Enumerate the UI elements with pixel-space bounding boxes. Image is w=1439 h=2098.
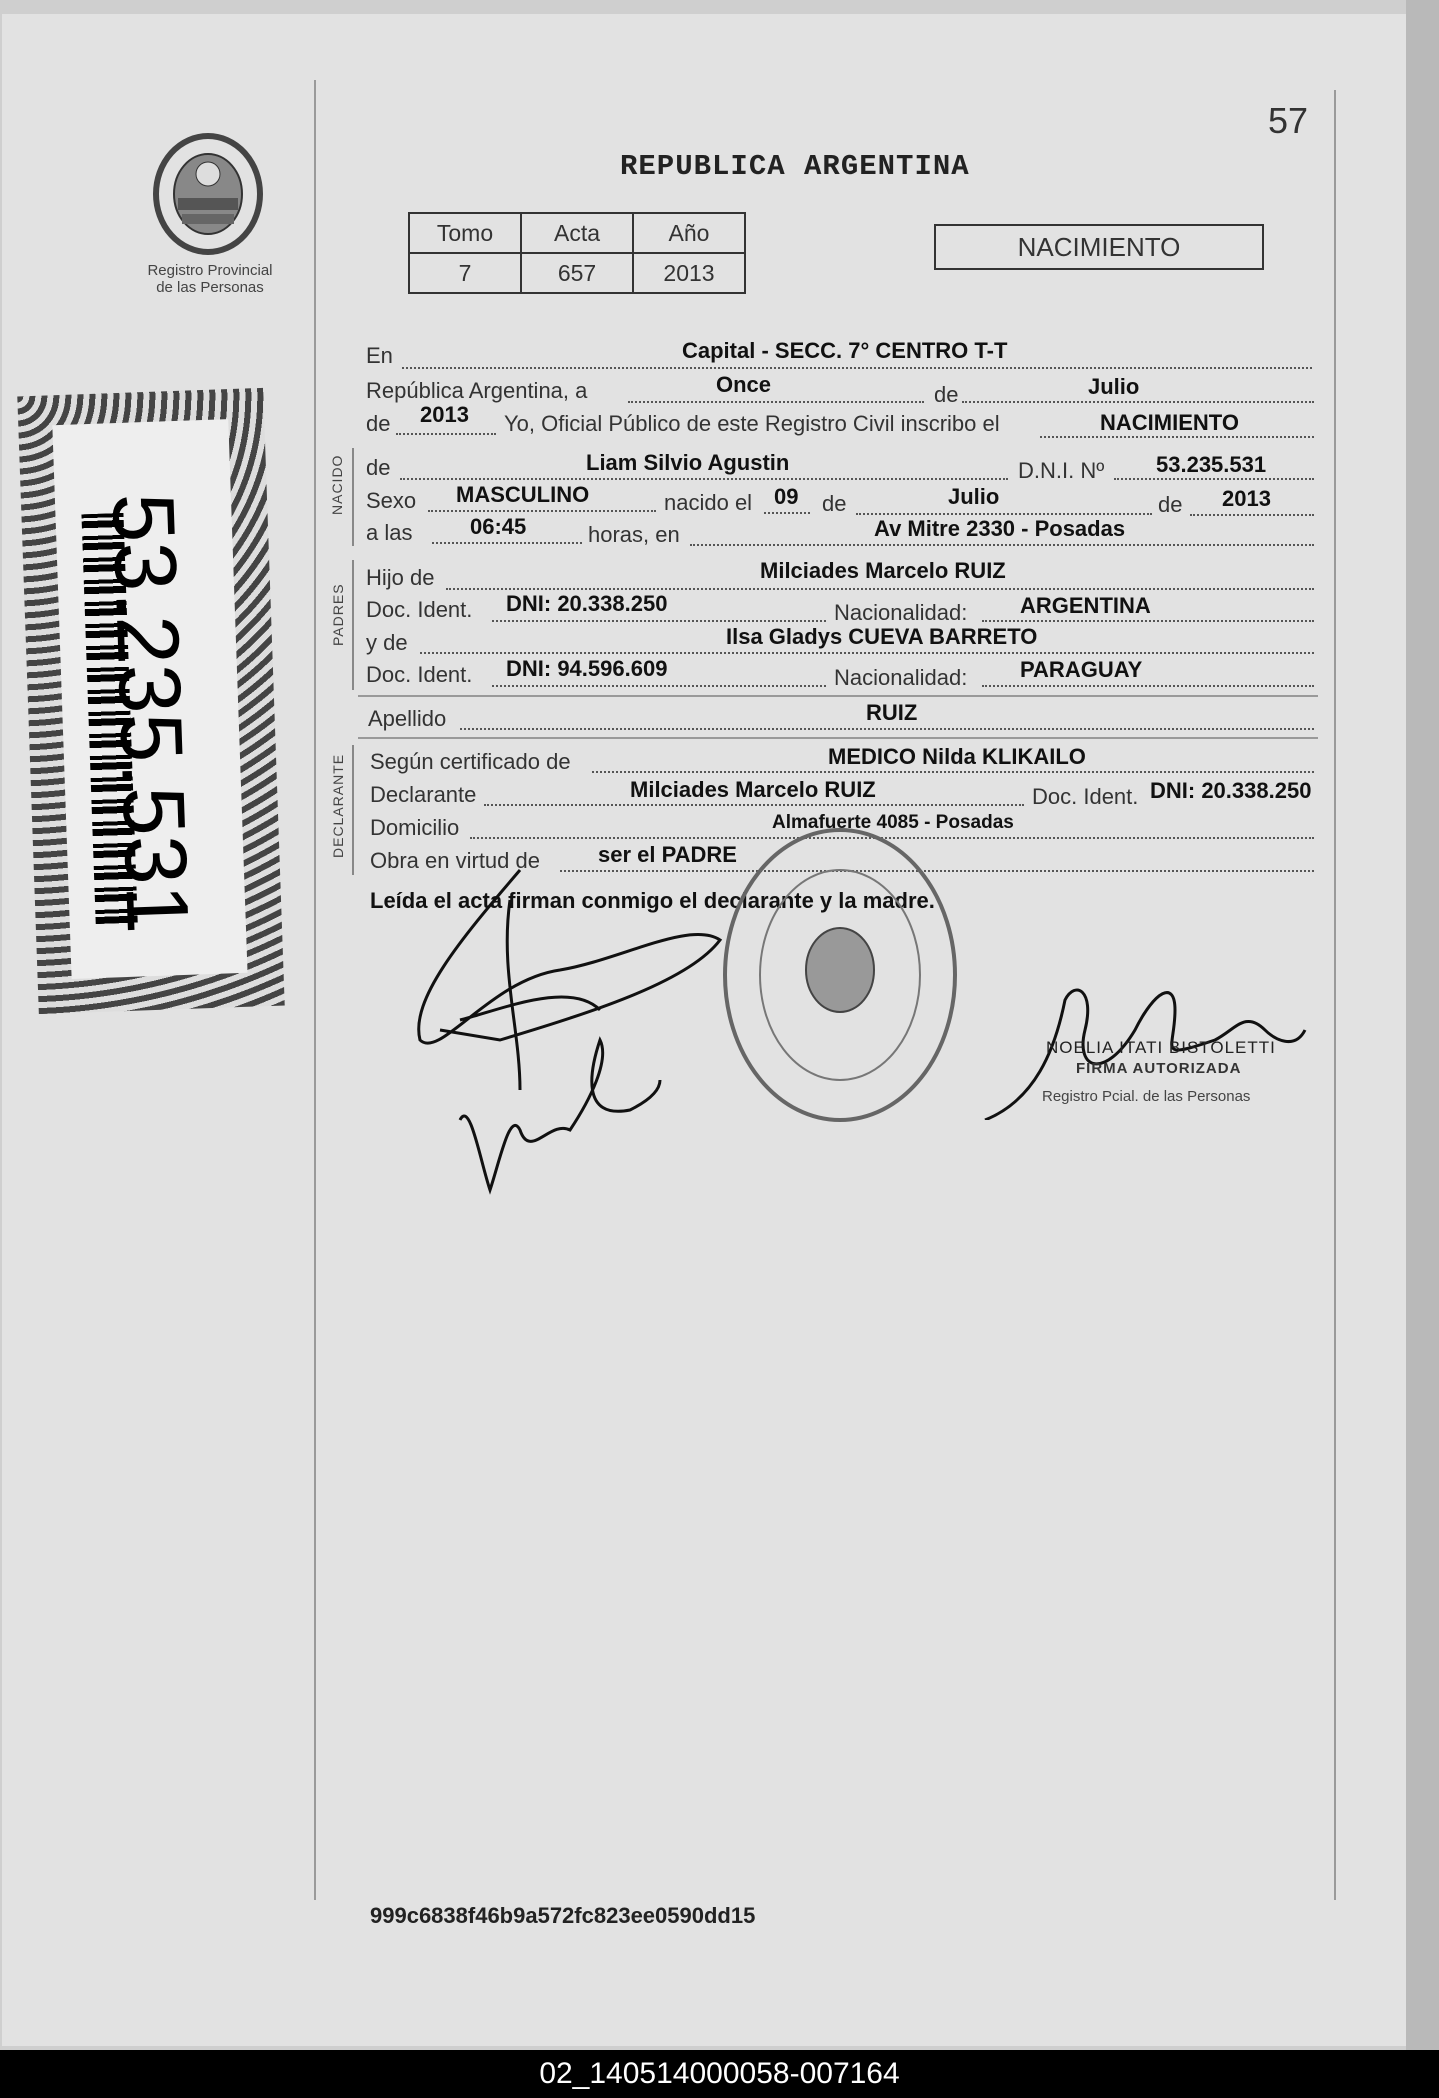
value-dia: Once <box>716 372 772 397</box>
label-horas-en: horas, en <box>588 522 680 547</box>
label-dni: D.N.I. Nº <box>1018 458 1105 483</box>
value-mes: Julio <box>1088 374 1140 399</box>
label-nacionalidad-madre: Nacionalidad: <box>834 665 968 690</box>
sheet-edge <box>1406 0 1439 2050</box>
footer-caption: 02_140514000058-007164 <box>0 2050 1439 2098</box>
label-doc-ident-declarante: Doc. Ident. <box>1032 784 1139 809</box>
label-en: En <box>366 343 393 368</box>
value-madre-nacionalidad: PARAGUAY <box>1020 657 1143 682</box>
reference-table <box>408 212 746 294</box>
value-nac-mes: Julio <box>948 484 1000 509</box>
value-madre: Ilsa Gladys CUEVA BARRETO <box>726 624 1038 649</box>
value-domicilio: Almafuerte 4085 - Posadas <box>772 812 1014 833</box>
value-lugar-registro: Capital - SECC. 7° CENTRO T-T <box>682 338 1008 363</box>
label-doc-ident-padre: Doc. Ident. <box>366 597 473 622</box>
label-a-las: a las <box>366 520 413 545</box>
ref-value-tomo: 7 <box>409 253 521 293</box>
value-dni: 53.235.531 <box>1156 452 1267 477</box>
value-nac-dia: 09 <box>774 484 799 509</box>
label-y-de: y de <box>366 630 408 655</box>
label-declarante: Declarante <box>370 782 477 807</box>
right-margin-line <box>1334 90 1336 1900</box>
leida-statement: Leída el acta firman conmigo el declarante y la madre. <box>370 888 935 913</box>
official-name: NOELIA ITATI BISTOLETTI <box>1046 1038 1276 1057</box>
ref-value-anio: 2013 <box>633 253 745 293</box>
ref-header-acta: Acta <box>521 213 633 253</box>
barcode-number: 53.235.531 <box>93 491 209 936</box>
value-apellido: RUIZ <box>866 700 918 725</box>
value-madre-dni: DNI: 94.596.609 <box>506 656 668 681</box>
ref-header-anio: Año <box>633 213 745 253</box>
signature-declarante-icon <box>400 860 740 1230</box>
ref-header-tomo: Tomo <box>409 213 521 253</box>
label-sexo: Sexo <box>366 488 417 513</box>
value-lugar-nacimiento: Av Mitre 2330 - Posadas <box>874 516 1126 541</box>
value-inscribe: NACIMIENTO <box>1100 410 1239 435</box>
province-seal-icon <box>148 128 268 258</box>
value-padre-dni: DNI: 20.338.250 <box>506 591 668 616</box>
label-de-mes: de <box>934 382 959 407</box>
label-de-nac-anio: de <box>1158 492 1183 517</box>
section-bar-declarante <box>352 745 354 875</box>
record-type-box: NACIMIENTO <box>934 224 1264 270</box>
left-margin-line <box>314 80 316 1900</box>
label-de-nombre: de <box>366 455 391 480</box>
section-bar-nacido <box>352 448 354 546</box>
value-obra: ser el PADRE <box>598 842 737 867</box>
label-nacido-el: nacido el <box>664 490 753 515</box>
label-nacionalidad-padre: Nacionalidad: <box>834 600 968 625</box>
label-republica: República Argentina, a <box>366 378 588 403</box>
value-padre-nacionalidad: ARGENTINA <box>1020 593 1151 618</box>
document-hash: 999c6838f46b9a572fc823ee0590dd15 <box>370 1903 756 1928</box>
value-padre: Milciades Marcelo RUIZ <box>760 558 1006 583</box>
value-nombre: Liam Silvio Agustin <box>586 450 790 475</box>
section-bar-padres <box>352 560 354 690</box>
section-label-declarante: DECLARANTE <box>330 753 346 858</box>
divider-apellido <box>358 737 1318 739</box>
label-hijo-de: Hijo de <box>366 565 435 590</box>
page-number: 57 <box>1268 100 1309 141</box>
text-yo-oficial: Yo, Oficial Público de este Registro Civil inscribo el <box>504 411 1000 436</box>
label-de-nac-mes: de <box>822 491 847 516</box>
official-stamp-icon <box>715 820 965 1130</box>
ref-value-acta: 657 <box>521 253 633 293</box>
label-de-anio: de <box>366 411 391 436</box>
label-segun-certificado: Según certificado de <box>370 749 571 774</box>
divider-padres <box>358 695 1318 697</box>
official-role: FIRMA AUTORIZADA <box>1076 1060 1242 1077</box>
logo-caption: Registro Provincial de las Personas <box>147 262 273 296</box>
value-anio: 2013 <box>420 402 469 427</box>
section-label-padres: PADRES <box>330 583 346 646</box>
value-nac-anio: 2013 <box>1222 486 1271 511</box>
value-sexo: MASCULINO <box>456 482 590 507</box>
barcode-label <box>17 388 284 1014</box>
official-org: Registro Pcial. de las Personas <box>1042 1088 1251 1105</box>
section-label-nacido: NACIDO <box>329 454 345 515</box>
label-domicilio: Domicilio <box>370 815 460 840</box>
label-doc-ident-madre: Doc. Ident. <box>366 662 473 687</box>
document-title: REPUBLICA ARGENTINA <box>620 150 970 183</box>
value-certificado: MEDICO Nilda KLIKAILO <box>828 744 1086 769</box>
value-hora: 06:45 <box>470 514 527 539</box>
label-apellido: Apellido <box>368 706 447 731</box>
value-declarante-dni: DNI: 20.338.250 <box>1150 778 1312 803</box>
value-declarante: Milciades Marcelo RUIZ <box>630 777 876 802</box>
label-obra-en-virtud: Obra en virtud de <box>370 848 540 873</box>
